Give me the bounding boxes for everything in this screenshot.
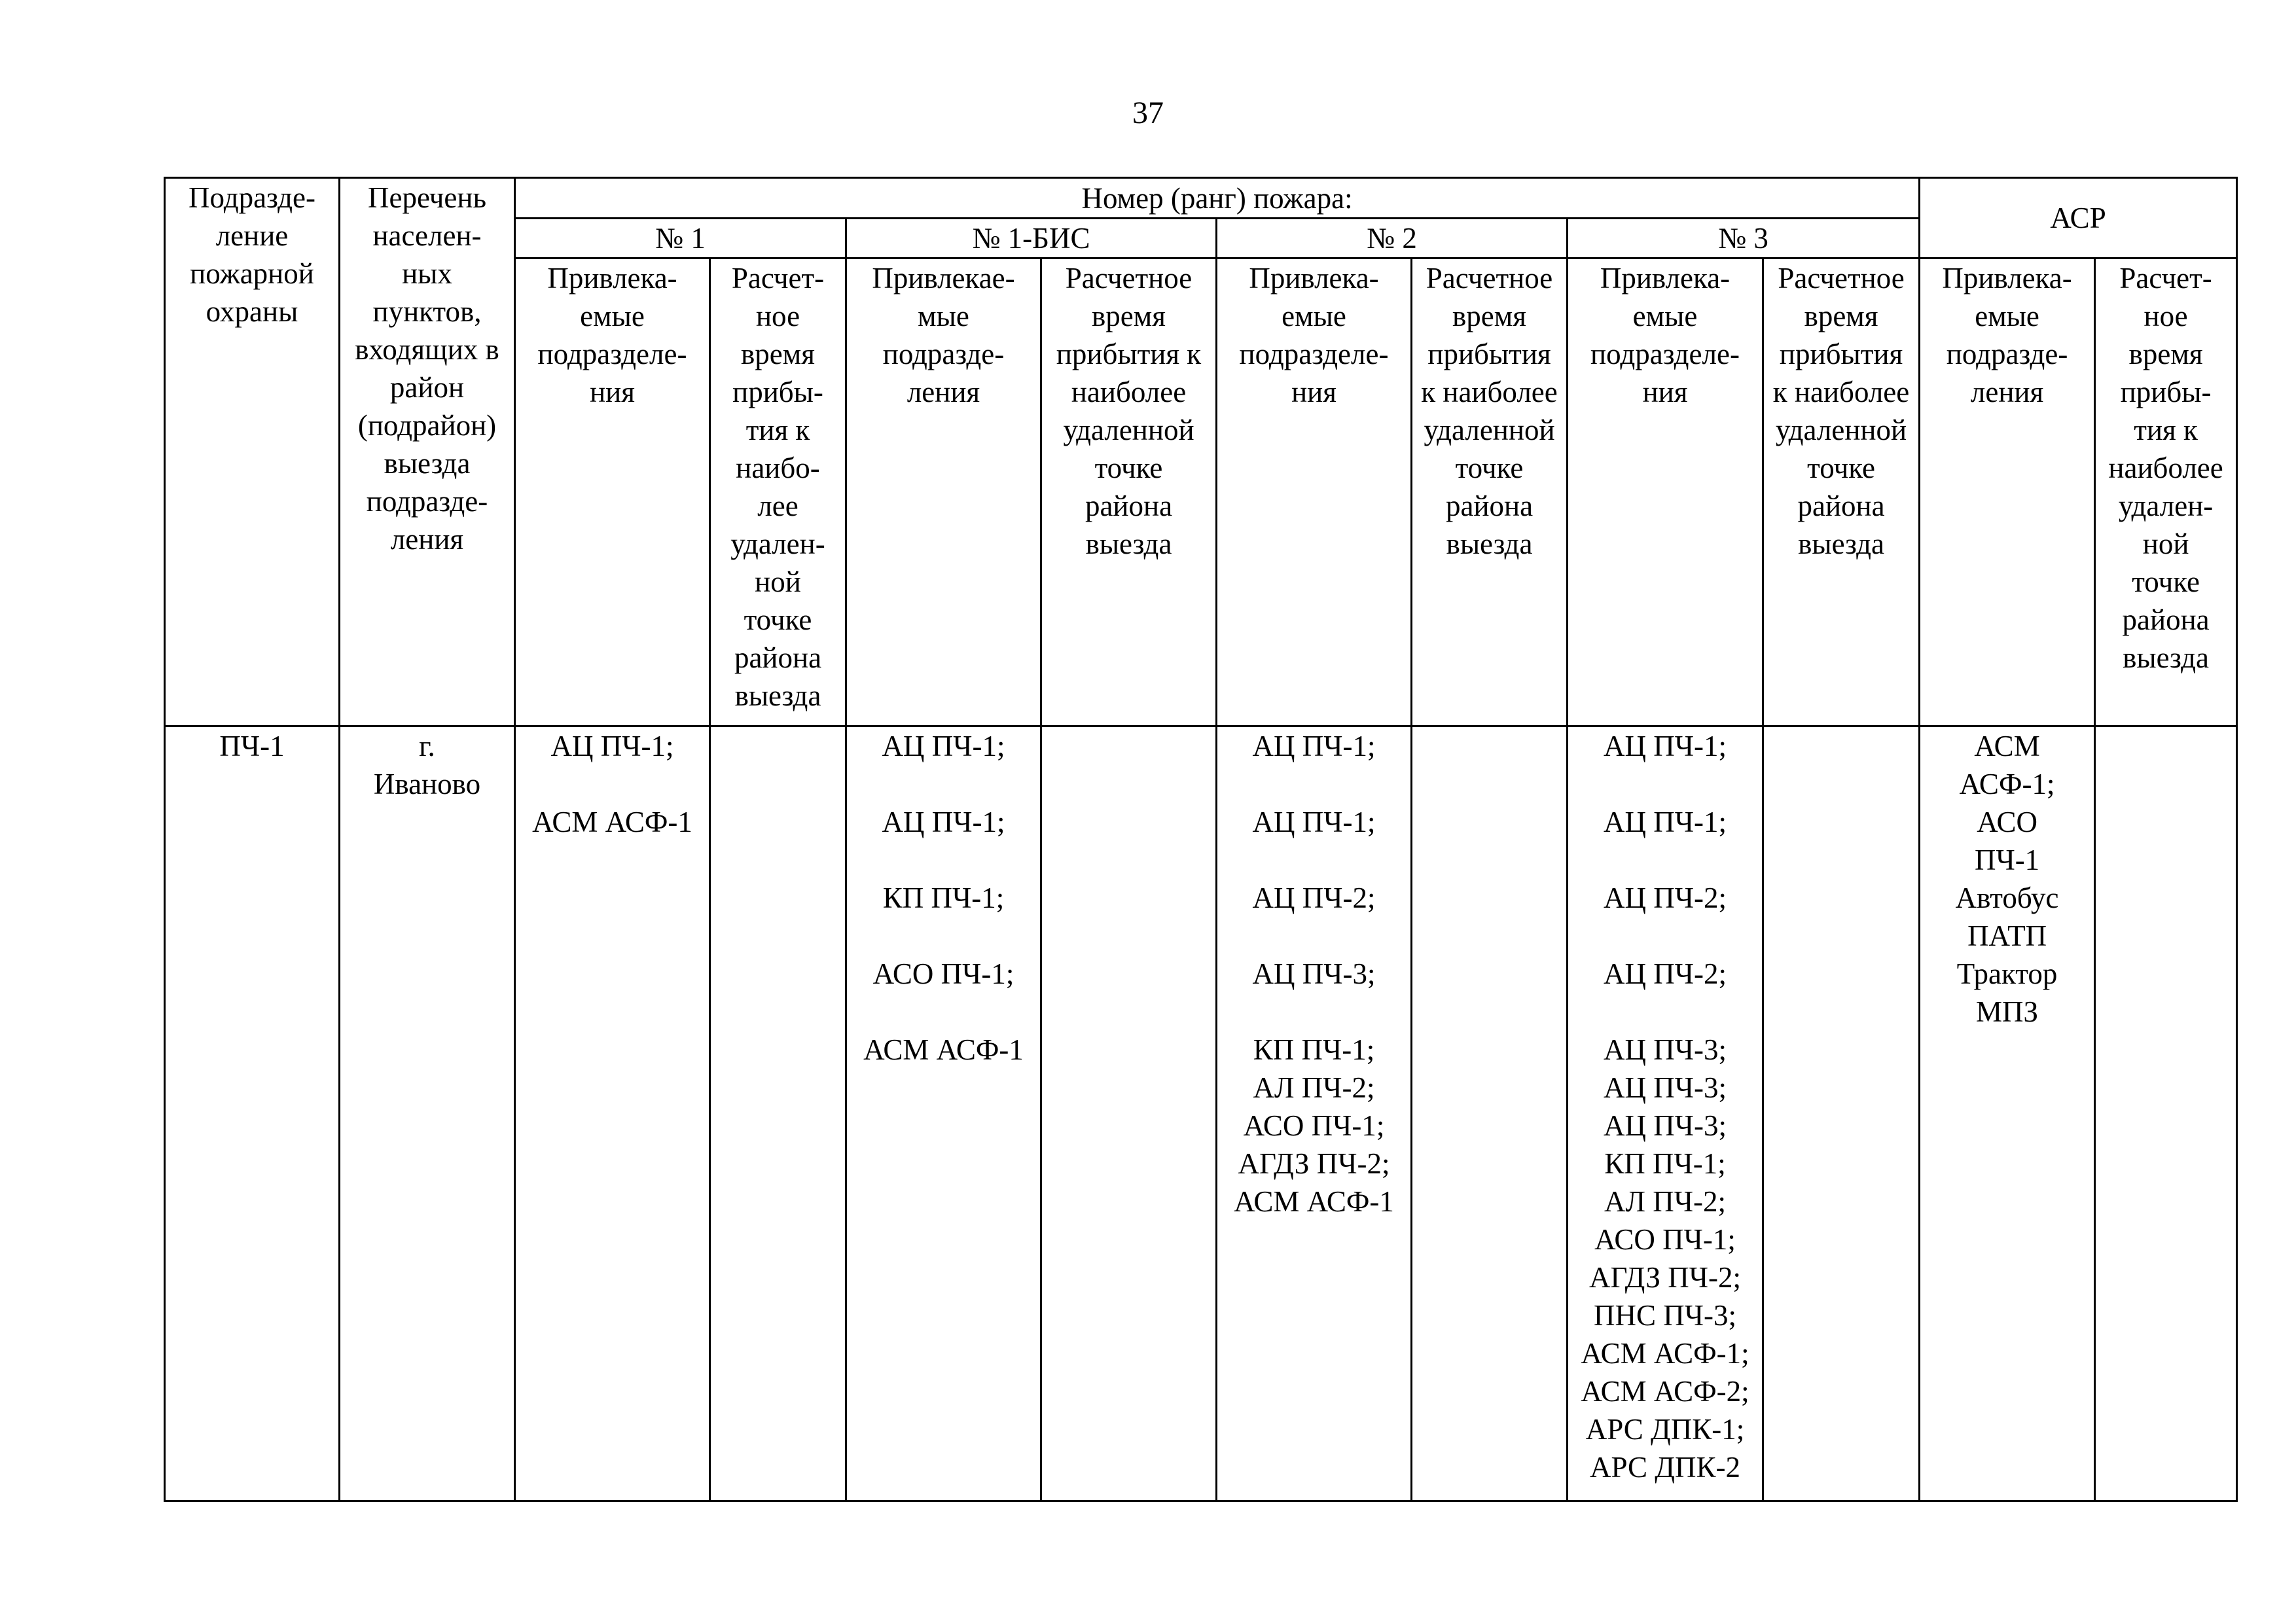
header-r1b-time — [1041, 259, 1217, 726]
header-text-line: подразделе- — [1239, 338, 1389, 370]
header-text-line: Подразде- — [188, 181, 315, 214]
header-r1-units — [515, 259, 710, 726]
header-r3-time — [1763, 259, 1920, 726]
header-text-line: к наиболее — [1421, 376, 1558, 408]
header-text-line: время — [2128, 338, 2203, 370]
header-r3-units — [1568, 259, 1763, 726]
vehicle-entry: АЦ ПЧ-1; — [1252, 730, 1376, 762]
header-r1-time — [710, 259, 846, 726]
vehicle-entry: АСМ АСФ-1 — [1234, 1185, 1394, 1218]
header-text-line: прибытия — [1779, 338, 1903, 370]
header-text-line: тия к — [2134, 414, 2198, 446]
vehicle-entry: МПЗ — [1976, 995, 2039, 1028]
header-asr-units — [1920, 259, 2095, 726]
header-text-line: района — [1445, 490, 1534, 522]
spacer — [1220, 841, 1408, 879]
header-rank-1: № 1 — [515, 219, 846, 259]
header-text-line: наибо- — [736, 452, 820, 484]
header-text-line: выезда — [2123, 641, 2209, 674]
header-asr: АСР — [1920, 178, 2237, 259]
header-text-line: точке — [744, 603, 812, 636]
spacer — [1571, 841, 1759, 879]
vehicle-entry: АЦ ПЧ-3; — [1604, 1033, 1727, 1066]
cell-r3-units — [1568, 726, 1763, 1501]
cell-r1-time — [710, 726, 846, 1501]
vehicle-entry: АЦ ПЧ-3; — [1252, 957, 1376, 990]
header-text-line: район — [389, 371, 465, 404]
vehicle-entry: Автобус — [1955, 882, 2059, 914]
vehicle-entry: АЦ ПЧ-3; — [1604, 1109, 1727, 1142]
spacer — [1571, 765, 1759, 803]
header-text-line: мые — [918, 300, 969, 332]
header-text-line: пожарной — [190, 257, 314, 290]
header-text-line: прибы- — [732, 376, 823, 408]
header-text-line: время — [1804, 300, 1878, 332]
header-r2-units — [1217, 259, 1412, 726]
page-number: 37 — [1132, 96, 1164, 130]
vehicle-entry: АСО ПЧ-1; — [1594, 1223, 1736, 1256]
header-text-line: ния — [590, 376, 635, 408]
header-text-line: прибытия к — [1056, 338, 1202, 370]
header-text-line: наиболее — [2108, 452, 2223, 484]
vehicle-entry: АСМ АСФ-1 — [863, 1033, 1024, 1066]
header-text-line: к наиболее — [1772, 376, 1910, 408]
header-text-line: прибы- — [2120, 376, 2212, 408]
header-text-line: ление — [215, 219, 289, 252]
header-text-line: подразделе- — [537, 338, 687, 370]
header-settlements — [340, 178, 515, 726]
cell-r1b-time — [1041, 726, 1217, 1501]
vehicle-entry: АРС ДПК-2 — [1589, 1451, 1741, 1484]
vehicle-entry: Трактор — [1956, 957, 2058, 990]
header-text-line: тия к — [745, 414, 810, 446]
header-text-line: подразде- — [882, 338, 1005, 370]
header-text-line: Привлека- — [1942, 262, 2072, 294]
vehicle-entry: АРС ДПК-1; — [1585, 1413, 1745, 1446]
header-text-line: Привлека- — [1249, 262, 1379, 294]
header-text-line: удаленной — [1775, 414, 1907, 446]
header-text-line: ления — [1970, 376, 2044, 408]
vehicle-entry: АЦ ПЧ-3; — [1604, 1071, 1727, 1104]
spacer — [850, 993, 1037, 1031]
spacer — [1571, 917, 1759, 955]
header-r1b-units — [846, 259, 1041, 726]
cell-r1-units — [515, 726, 710, 1501]
vehicle-entry: КП ПЧ-1; — [1253, 1033, 1375, 1066]
vehicle-entry: АСМ — [1974, 730, 2040, 762]
header-text-line: емые — [1975, 300, 2039, 332]
spacer — [1571, 993, 1759, 1031]
header-asr-time — [2095, 259, 2237, 726]
vehicle-entry: АГДЗ ПЧ-2; — [1589, 1261, 1741, 1294]
vehicle-entry: АЛ ПЧ-2; — [1604, 1185, 1726, 1218]
header-text-line: Перечень — [367, 181, 487, 214]
header-text-line: выезда — [1798, 527, 1884, 560]
fire-units-table — [164, 177, 2238, 1502]
header-r2-time — [1412, 259, 1568, 726]
vehicle-entry: АСМ АСФ-1; — [1581, 1337, 1749, 1370]
header-text-line: Привлека- — [547, 262, 677, 294]
header-text-line: ное — [2144, 300, 2188, 332]
cell-asr-units — [1920, 726, 2095, 1501]
vehicle-entry: АЦ ПЧ-2; — [1604, 957, 1727, 990]
header-text-line: точке — [1455, 452, 1524, 484]
header-text-line: района — [1085, 490, 1173, 522]
vehicle-entry: г. — [419, 730, 435, 762]
cell-r2-units — [1217, 726, 1412, 1501]
header-text-line: Привлекае- — [872, 262, 1015, 294]
cell-r2-time — [1412, 726, 1568, 1501]
vehicle-entry: КП ПЧ-1; — [1604, 1147, 1726, 1180]
header-text-line: емые — [1632, 300, 1698, 332]
header-text-line: удаленной — [1063, 414, 1194, 446]
header-text-line: населен- — [372, 219, 482, 252]
vehicle-entry: ПНС ПЧ-3; — [1594, 1299, 1736, 1332]
vehicle-entry: Иваново — [373, 768, 481, 800]
header-text-line: точке — [1807, 452, 1875, 484]
vehicle-entry: АЛ ПЧ-2; — [1253, 1071, 1375, 1104]
header-text-line: емые — [580, 300, 645, 332]
cell-r3-time — [1763, 726, 1920, 1501]
header-text-line: наиболее — [1071, 376, 1187, 408]
header-text-line: (подрайон) — [357, 409, 497, 442]
vehicle-entry: ПАТП — [1967, 919, 2047, 952]
vehicle-entry: АЦ ПЧ-2; — [1252, 882, 1376, 914]
header-rank-3: № 3 — [1568, 219, 1920, 259]
vehicle-entry: АЦ ПЧ-1; — [882, 730, 1005, 762]
header-text-line: района — [734, 641, 822, 674]
header-text-line: пунктов, — [372, 295, 482, 328]
header-fire-rank: Номер (ранг) пожара: — [515, 178, 1920, 219]
header-text-line: ния — [1642, 376, 1688, 408]
cell-asr-time — [2095, 726, 2237, 1501]
header-rank-1-bis: № 1-БИС — [846, 219, 1217, 259]
header-text-line: выезда — [1085, 527, 1172, 560]
header-text-line: Расчетное — [1426, 262, 1553, 294]
vehicle-entry: АСФ-1; — [1959, 768, 2055, 800]
header-text-line: ное — [755, 300, 800, 332]
spacer — [1220, 917, 1408, 955]
header-text-line: подразделе- — [1590, 338, 1740, 370]
header-text-line: Расчет- — [2119, 262, 2212, 294]
header-unit — [165, 178, 340, 726]
header-text-line: подразде- — [1946, 338, 2068, 370]
vehicle-entry: АЦ ПЧ-1; — [1604, 730, 1727, 762]
vehicle-entry: АГДЗ ПЧ-2; — [1238, 1147, 1390, 1180]
vehicle-entry: АСО ПЧ-1; — [872, 957, 1014, 990]
header-text-line: время — [741, 338, 815, 370]
header-text-line: выезда — [384, 447, 471, 480]
unit-name: ПЧ-1 — [219, 730, 285, 762]
header-text-line: ния — [1291, 376, 1336, 408]
header-text-line: удаленной — [1424, 414, 1555, 446]
header-text-line: точке — [2132, 565, 2200, 598]
header-text-line: входящих в — [355, 333, 499, 366]
vehicle-entry: АСМ АСФ-2; — [1581, 1375, 1749, 1408]
header-text-line: прибытия — [1427, 338, 1551, 370]
vehicle-entry: АСО — [1977, 806, 2037, 838]
vehicle-entry: АЦ ПЧ-1; — [550, 730, 674, 762]
spacer — [850, 841, 1037, 879]
header-text-line: удален- — [2118, 490, 2214, 522]
header-text-line: емые — [1282, 300, 1346, 332]
header-text-line: ления — [390, 523, 464, 556]
vehicle-entry: АСО ПЧ-1; — [1243, 1109, 1385, 1142]
header-text-line: охраны — [206, 295, 298, 328]
header-text-line: ных — [402, 257, 452, 290]
header-text-line: Расчетное — [1065, 262, 1193, 294]
cell-unit — [165, 726, 340, 1501]
vehicle-entry: АСМ АСФ-1 — [532, 806, 692, 838]
vehicle-entry: АЦ ПЧ-1; — [1252, 806, 1376, 838]
header-text-line: время — [1092, 300, 1166, 332]
header-rank-2: № 2 — [1217, 219, 1568, 259]
spacer — [850, 765, 1037, 803]
header-text-line: выезда — [1446, 527, 1533, 560]
header-text-line: ления — [906, 376, 980, 408]
cell-settlement — [340, 726, 515, 1501]
header-text-line: района — [1797, 490, 1885, 522]
header-text-line: ной — [2142, 527, 2189, 560]
spacer — [518, 765, 706, 803]
vehicle-entry: АЦ ПЧ-2; — [1604, 882, 1727, 914]
spacer — [1220, 993, 1408, 1031]
header-text-line: подразде- — [366, 485, 488, 518]
header-text-line: ной — [755, 565, 801, 598]
vehicle-entry: КП ПЧ-1; — [882, 882, 1005, 914]
spacer — [1220, 765, 1408, 803]
vehicle-entry: АЦ ПЧ-1; — [1604, 806, 1727, 838]
header-text-line: района — [2122, 603, 2210, 636]
header-text-line: Привлека- — [1600, 262, 1731, 294]
header-text-line: удален- — [730, 527, 825, 560]
header-text-line: выезда — [734, 679, 821, 712]
header-text-line: Расчет- — [731, 262, 825, 294]
header-text-line: время — [1452, 300, 1526, 332]
header-text-line: точке — [1094, 452, 1163, 484]
header-text-line: лее — [757, 490, 798, 522]
vehicle-entry: ПЧ-1 — [1974, 844, 2040, 876]
vehicle-entry: АЦ ПЧ-1; — [882, 806, 1005, 838]
cell-r1b-units — [846, 726, 1041, 1501]
header-text-line: Расчетное — [1778, 262, 1905, 294]
spacer — [850, 917, 1037, 955]
